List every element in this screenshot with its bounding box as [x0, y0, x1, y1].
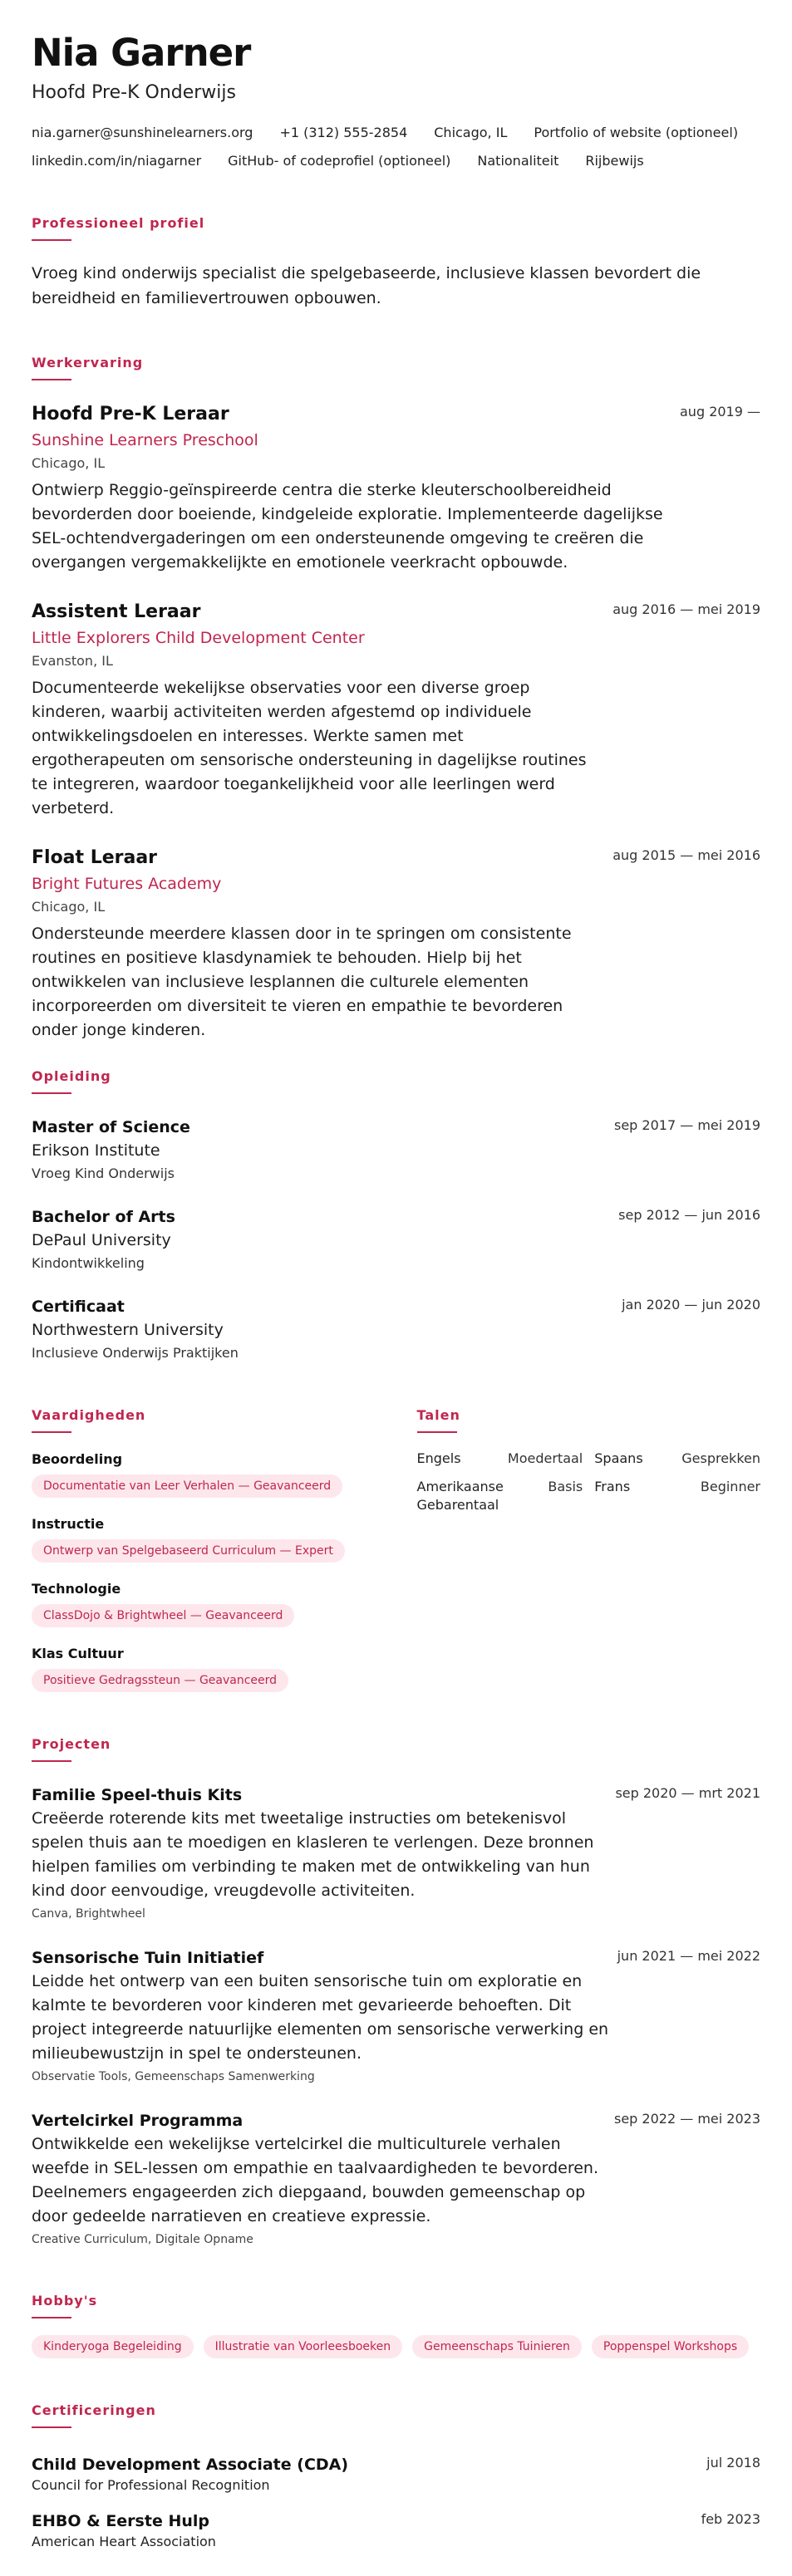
skill-group: [32, 1579, 376, 1627]
section-divider: [32, 239, 71, 241]
skill-group: [32, 1450, 376, 1498]
contact-list: [32, 123, 760, 171]
project-date: sep 2020 — mrt 2021: [615, 1785, 760, 1801]
language-item: [594, 1478, 760, 1514]
skill-detail-tag: Documentatie van Leer Verhalen — Geavanceerd: [32, 1474, 342, 1498]
section-divider: [32, 379, 71, 380]
project-tools: Canva, Brightwheel: [32, 1907, 145, 1921]
skill-detail-tag: Positieve Gedragssteun — Geavanceerd: [32, 1669, 288, 1692]
project-entry: [32, 1946, 760, 2086]
skills-languages-section: [32, 1406, 760, 1692]
skill-detail-tag: Ontwerp van Spelgebaseerd Curriculum — Expert: [32, 1539, 345, 1563]
skill-group: [32, 1644, 376, 1692]
education-section: [32, 1067, 760, 1363]
skill-name: Instructie: [32, 1516, 105, 1532]
language-item: [417, 1450, 583, 1468]
certification-date: jul 2018: [706, 2455, 760, 2471]
contact-drivers-license: Rijbewijs: [585, 153, 644, 169]
hobby-tag: Gemeenschaps Tuinieren: [412, 2335, 582, 2358]
education-school: Northwestern University: [32, 1321, 224, 1339]
language-level: Gesprekken: [681, 1450, 760, 1466]
job-date: aug 2015 — mei 2016: [612, 847, 760, 863]
project-description: Leidde het ontwerp van een buiten sensorische tuin om exploratie en kalmte te bevorderen voor kinderen met gevarieerde behoeften. Dit project integreerde natuurlijke elementen om sensorische verwerking en milieubewustzijn in spel te ondersteunen.: [32, 1972, 609, 2063]
skill-group: [32, 1514, 376, 1563]
education-degree: Master of Science: [32, 1118, 190, 1136]
job-location: Chicago, IL: [32, 455, 106, 471]
education-field: Kindontwikkeling: [32, 1255, 145, 1271]
skills-column: [32, 1406, 376, 1692]
job-location: Chicago, IL: [32, 899, 106, 915]
contact-github[interactable]: GitHub- of codeprofiel (optioneel): [228, 153, 451, 169]
project-tools: Observatie Tools, Gemeenschaps Samenwerking: [32, 2070, 315, 2083]
section-title: Projecten: [32, 1736, 111, 1752]
hobby-list: [32, 2335, 760, 2358]
contact-phone[interactable]: +1 (312) 555-2854: [279, 125, 408, 140]
job-company: Little Explorers Child Development Center: [32, 629, 365, 647]
certification-issuer: American Heart Association: [32, 2534, 216, 2549]
education-school: Erikson Institute: [32, 1141, 160, 1160]
projects-section: [32, 1735, 760, 2249]
education-date: sep 2017 — mei 2019: [614, 1117, 760, 1133]
section-divider: [32, 1760, 71, 1762]
section-title: Professioneel profiel: [32, 215, 205, 231]
job-entry: [32, 600, 760, 821]
job-description: Ontwierp Reggio-geïnspireerde centra die sterke kleuterschoolbereidheid bevorderden door boeiende, kindgeleide exploratie. Implementeerde dagelijkse SEL-ochtendvergaderingen om een ondersteunende omgeving te creëren die overgangen vergemakkelijkte en emotionele veerkracht opbouwde.: [32, 481, 663, 572]
education-entry: [32, 1116, 760, 1184]
certification-entry: [32, 2510, 760, 2551]
section-divider: [32, 1092, 71, 1094]
job-title: Assistent Leraar: [32, 601, 201, 622]
education-field: Inclusieve Onderwijs Praktijken: [32, 1345, 239, 1361]
certification-name: Child Development Associate (CDA): [32, 2456, 349, 2474]
job-date: aug 2019 —: [680, 404, 760, 420]
contact-nationality: Nationaliteit: [477, 153, 559, 169]
job-description: Ondersteunde meerdere klassen door in te springen om consistente routines en positieve klasdynamiek te behouden. Hielp bij het ontwikkelen van inclusieve lesplannen die culturele elementen incorporeerden om diversiteit te vieren en empathie te bevorderen onder jonge kinderen.: [32, 925, 572, 1039]
language-item: [417, 1478, 583, 1514]
contact-location: Chicago, IL: [434, 125, 508, 140]
education-entry: [32, 1295, 760, 1363]
languages-column: [417, 1406, 761, 1692]
profile-section: [32, 214, 760, 311]
job-entry: [32, 846, 760, 1043]
skill-name: Beoordeling: [32, 1451, 123, 1467]
job-title: Hoofd Pre-K Leraar: [32, 404, 229, 424]
skill-name: Klas Cultuur: [32, 1646, 124, 1661]
project-description: Ontwikkelde een wekelijkse vertelcirkel die multiculturele verhalen weefde in SEL-lessen om empathie en taalvaardigheden te bevorderen. Deelnemers engageerden zich diepgaand, bouwden gemeenschap op door gedeelde narratieven en creatieve expressie.: [32, 2135, 598, 2225]
education-field: Vroeg Kind Onderwijs: [32, 1165, 175, 1181]
contact-portfolio[interactable]: Portfolio of website (optioneel): [534, 125, 739, 140]
education-date: sep 2012 — jun 2016: [618, 1207, 760, 1223]
language-item: [594, 1450, 760, 1468]
section-divider: [32, 2317, 71, 2318]
project-entry: [32, 2109, 760, 2249]
contact-linkedin[interactable]: linkedin.com/in/niagarner: [32, 153, 202, 169]
hobby-tag: Poppenspel Workshops: [592, 2335, 749, 2358]
hobby-tag: Illustratie van Voorleesboeken: [204, 2335, 402, 2358]
project-tools: Creative Curriculum, Digitale Opname: [32, 2233, 253, 2246]
certifications-section: [32, 2402, 760, 2551]
section-divider: [32, 2426, 71, 2428]
job-company: Bright Futures Academy: [32, 875, 222, 893]
language-name: Amerikaanse Gebarentaal: [416, 1479, 504, 1513]
section-title: Werkervaring: [32, 355, 144, 370]
education-entry: [32, 1205, 760, 1273]
job-company: Sunshine Learners Preschool: [32, 431, 258, 449]
job-date: aug 2016 — mei 2019: [612, 601, 760, 617]
language-name: Spaans: [594, 1450, 643, 1466]
section-title: Opleiding: [32, 1068, 111, 1084]
experience-section: [32, 354, 760, 1043]
job-title: Float Leraar: [32, 847, 158, 868]
project-date: jun 2021 — mei 2022: [617, 1948, 760, 1964]
language-level: Beginner: [700, 1479, 760, 1494]
project-title: Sensorische Tuin Initiatief: [32, 1949, 264, 1967]
certification-issuer: Council for Professional Recognition: [32, 2477, 270, 2493]
project-title: Familie Speel-thuis Kits: [32, 1786, 243, 1804]
section-title: Vaardigheden: [32, 1407, 146, 1423]
candidate-name: Nia Garner: [32, 31, 251, 75]
section-title: Certificeringen: [32, 2402, 156, 2418]
skill-name: Technologie: [32, 1581, 121, 1597]
resume-header: [32, 32, 760, 171]
section-divider: [417, 1431, 457, 1433]
job-location: Evanston, IL: [32, 653, 113, 669]
job-entry: [32, 402, 760, 575]
education-degree: Bachelor of Arts: [32, 1208, 175, 1226]
project-title: Vertelcirkel Programma: [32, 2112, 244, 2130]
contact-email[interactable]: nia.garner@sunshinelearners.org: [32, 125, 253, 140]
language-name: Frans: [594, 1479, 631, 1494]
certification-date: feb 2023: [701, 2511, 760, 2527]
education-degree: Certificaat: [32, 1298, 125, 1316]
certification-entry: [32, 2453, 760, 2495]
job-description: Documenteerde wekelijkse observaties voor een diverse groep kinderen, waarbij activiteiten werden afgestemd op individuele ontwikkelingsdoelen en interesses. Werkte samen met ergotherapeuten om sensorische ondersteuning in dagelijkse routines te integreren, waardoor toegankelijkheid voor alle leerlingen werd verbeterd.: [32, 679, 587, 817]
education-date: jan 2020 — jun 2020: [622, 1297, 760, 1313]
project-entry: [32, 1784, 760, 1923]
project-description: Creëerde roterende kits met tweetalige instructies om betekenisvol spelen thuis aan te moedigen en klasleren te verlengen. Deze bronnen hielpen families om verbinding te maken met de ontwikkeling van hun kind door eenvoudige, vreugdevolle activiteiten.: [32, 1809, 594, 1900]
hobbies-section: [32, 2292, 760, 2358]
profile-text: Vroeg kind onderwijs specialist die spelgebaseerde, inclusieve klassen bevordert die bereidheid en familievertrouwen opbouwen.: [32, 264, 701, 307]
skill-detail-tag: ClassDojo & Brightwheel — Geavanceerd: [32, 1604, 294, 1627]
section-title: Talen: [416, 1407, 460, 1423]
section-divider: [32, 1431, 71, 1433]
language-level: Basis: [548, 1479, 583, 1494]
language-level: Moedertaal: [507, 1450, 583, 1466]
section-title: Hobby's: [32, 2293, 98, 2309]
project-date: sep 2022 — mei 2023: [614, 2111, 760, 2127]
education-school: DePaul University: [32, 1231, 171, 1249]
certification-name: EHBO & Eerste Hulp: [32, 2512, 209, 2530]
language-name: Engels: [416, 1450, 461, 1466]
candidate-headline: Hoofd Pre-K Onderwijs: [32, 82, 236, 103]
hobby-tag: Kinderyoga Begeleiding: [32, 2335, 194, 2358]
